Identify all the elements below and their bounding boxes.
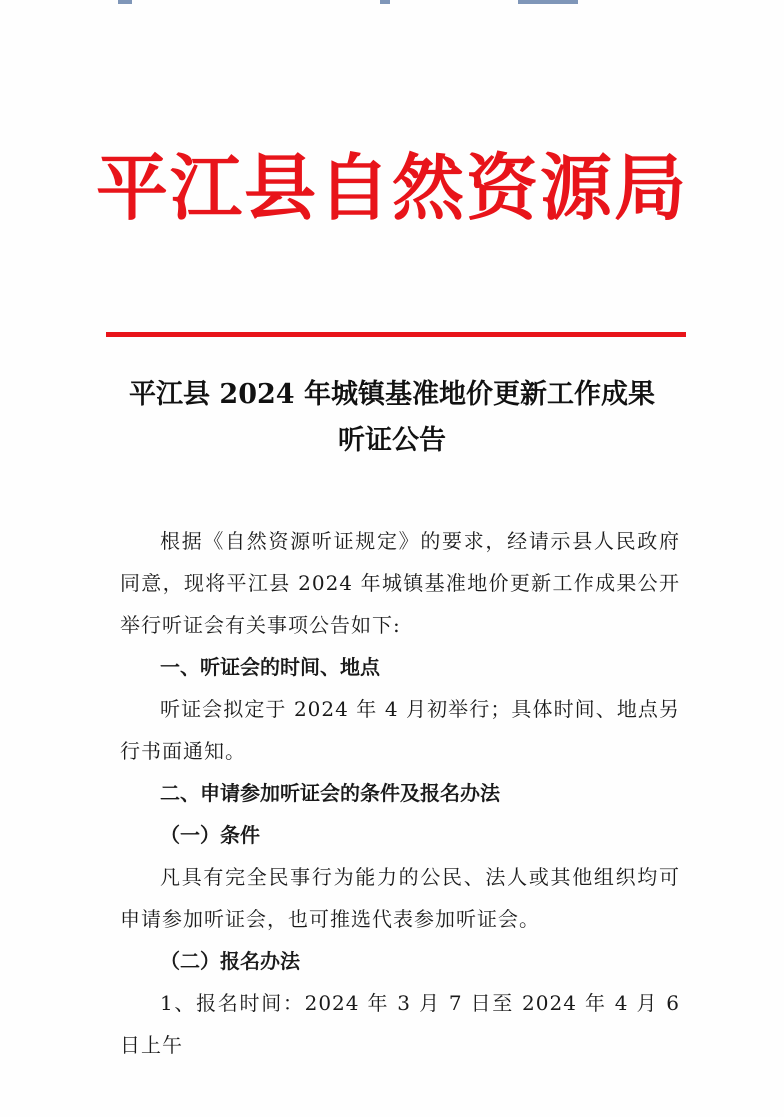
title-line-2: 听证公告	[338, 425, 446, 456]
section-1-heading: 一、听证会的时间、地点	[160, 655, 380, 679]
subsection-1-text: 凡具有完全民事行为能力的公民、法人或其他组织均可申请参加听证会，也可推选代表参加听证会。	[120, 865, 680, 931]
red-divider-line	[106, 332, 686, 337]
item-1-text: 1、报名时间：2024 年 3 月 7 日至 2024 年 4 月 6 日上午	[120, 991, 680, 1057]
scan-edge-marks	[0, 0, 784, 6]
section-1-text: 听证会拟定于 2024 年 4 月初举行；具体时间、地点另行书面通知。	[120, 697, 680, 763]
document-body	[120, 520, 680, 1066]
subsection-2-heading: （二）报名办法	[160, 949, 300, 973]
agency-masthead: 平江县自然资源局	[95, 145, 688, 230]
section-2-heading: 二、申请参加听证会的条件及报名办法	[160, 781, 500, 805]
title-line-1: 平江县 2024 年城镇基准地价更新工作成果	[129, 379, 655, 410]
subsection-1-heading: （一）条件	[160, 823, 260, 847]
document-title	[60, 372, 724, 464]
intro-paragraph: 根据《自然资源听证规定》的要求，经请示县人民政府同意，现将平江县 2024 年城镇基准地价更新工作成果公开举行听证会有关事项公告如下:	[120, 529, 680, 637]
